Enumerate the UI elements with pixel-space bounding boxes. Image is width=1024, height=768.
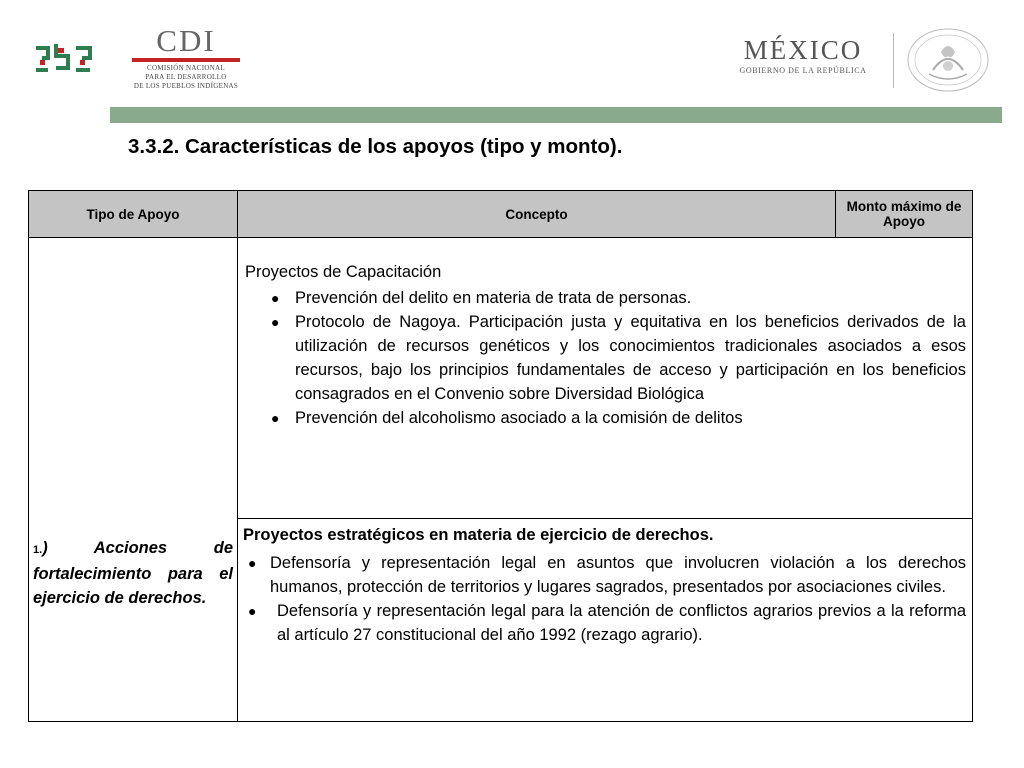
block1-title: Proyectos de Capacitación bbox=[245, 263, 442, 281]
apoyos-table bbox=[28, 190, 973, 722]
bullet-icon: ● bbox=[271, 314, 280, 330]
list-item bbox=[245, 406, 966, 430]
list-item bbox=[243, 551, 966, 599]
tipo-label: ) Acciones de fortalecimiento para el ejercicio de derechos. bbox=[33, 538, 233, 607]
block1-list bbox=[245, 286, 966, 430]
logo-divider bbox=[893, 33, 894, 88]
header-band bbox=[110, 107, 1002, 123]
cdi-acronym: CDI bbox=[156, 23, 216, 58]
block2-list bbox=[243, 551, 966, 647]
slide-header bbox=[0, 0, 1024, 105]
concepto-block-capacitacion bbox=[238, 238, 973, 519]
tipo-de-apoyo-text bbox=[33, 536, 233, 610]
cdi-line-3: DE LOS PUEBLOS INDÍGENAS bbox=[133, 82, 239, 90]
list-item-text: Defensoría y representación legal para la atención de conflictos agrarios previos a la reforma al artículo 27 constitucional del año 1992 (rezago agrario). bbox=[277, 602, 966, 644]
list-item bbox=[245, 286, 966, 310]
cdi-logo-mark-icon bbox=[34, 40, 94, 76]
section-title: 3.3.2. Características de los apoyos (tipo y monto). bbox=[128, 135, 623, 158]
bullet-icon: ● bbox=[248, 555, 257, 571]
list-item-text: Prevención del delito en materia de trata de personas. bbox=[295, 289, 692, 307]
mexico-title: MÉXICO bbox=[743, 35, 863, 65]
concepto-block-estrategicos bbox=[238, 519, 973, 722]
list-item-text: Defensoría y representación legal en asuntos que involucren violación a los derechos humanos, protección de territorios y lugares sagrados, presentados por asociaciones civiles. bbox=[270, 554, 966, 596]
bullet-icon: ● bbox=[271, 290, 280, 306]
bullet-icon: ● bbox=[271, 410, 280, 426]
tipo-de-apoyo-cell bbox=[29, 238, 238, 722]
cdi-line-2: PARA EL DESARROLLO bbox=[145, 73, 227, 81]
list-item bbox=[243, 599, 966, 647]
cdi-logo bbox=[116, 23, 256, 96]
table-row bbox=[29, 238, 973, 519]
header-tipo-de-apoyo: Tipo de Apoyo bbox=[29, 191, 238, 238]
list-item bbox=[245, 310, 966, 406]
tipo-number: 1. bbox=[33, 543, 43, 556]
list-item-text: Protocolo de Nagoya. Participación justa y equitativa en los beneficios derivados de la utilización de recursos genéticos y los conocimientos tradicionales asociados a esos recursos, bajo los principios fundamentales de acceso y participación en los beneficios consagrados en el Convenio sobre Diversidad Biológica bbox=[295, 313, 966, 403]
header-monto-maximo: Monto máximo de Apoyo bbox=[836, 191, 973, 238]
list-item-text: Prevención del alcoholismo asociado a la comisión de delitos bbox=[295, 409, 743, 427]
table-header-row bbox=[29, 191, 973, 238]
header-concepto: Concepto bbox=[238, 191, 836, 238]
bullet-icon: ● bbox=[248, 603, 257, 619]
cdi-red-rule bbox=[132, 58, 240, 62]
gobierno-logo bbox=[728, 36, 878, 86]
block2-title: Proyectos estratégicos en materia de ejercicio de derechos. bbox=[243, 526, 714, 544]
gobierno-subtitle: GOBIERNO DE LA REPÚBLICA bbox=[739, 66, 867, 75]
cdi-line-1: COMISIÓN NACIONAL bbox=[146, 64, 225, 72]
coat-of-arms-seal-icon bbox=[903, 26, 993, 94]
